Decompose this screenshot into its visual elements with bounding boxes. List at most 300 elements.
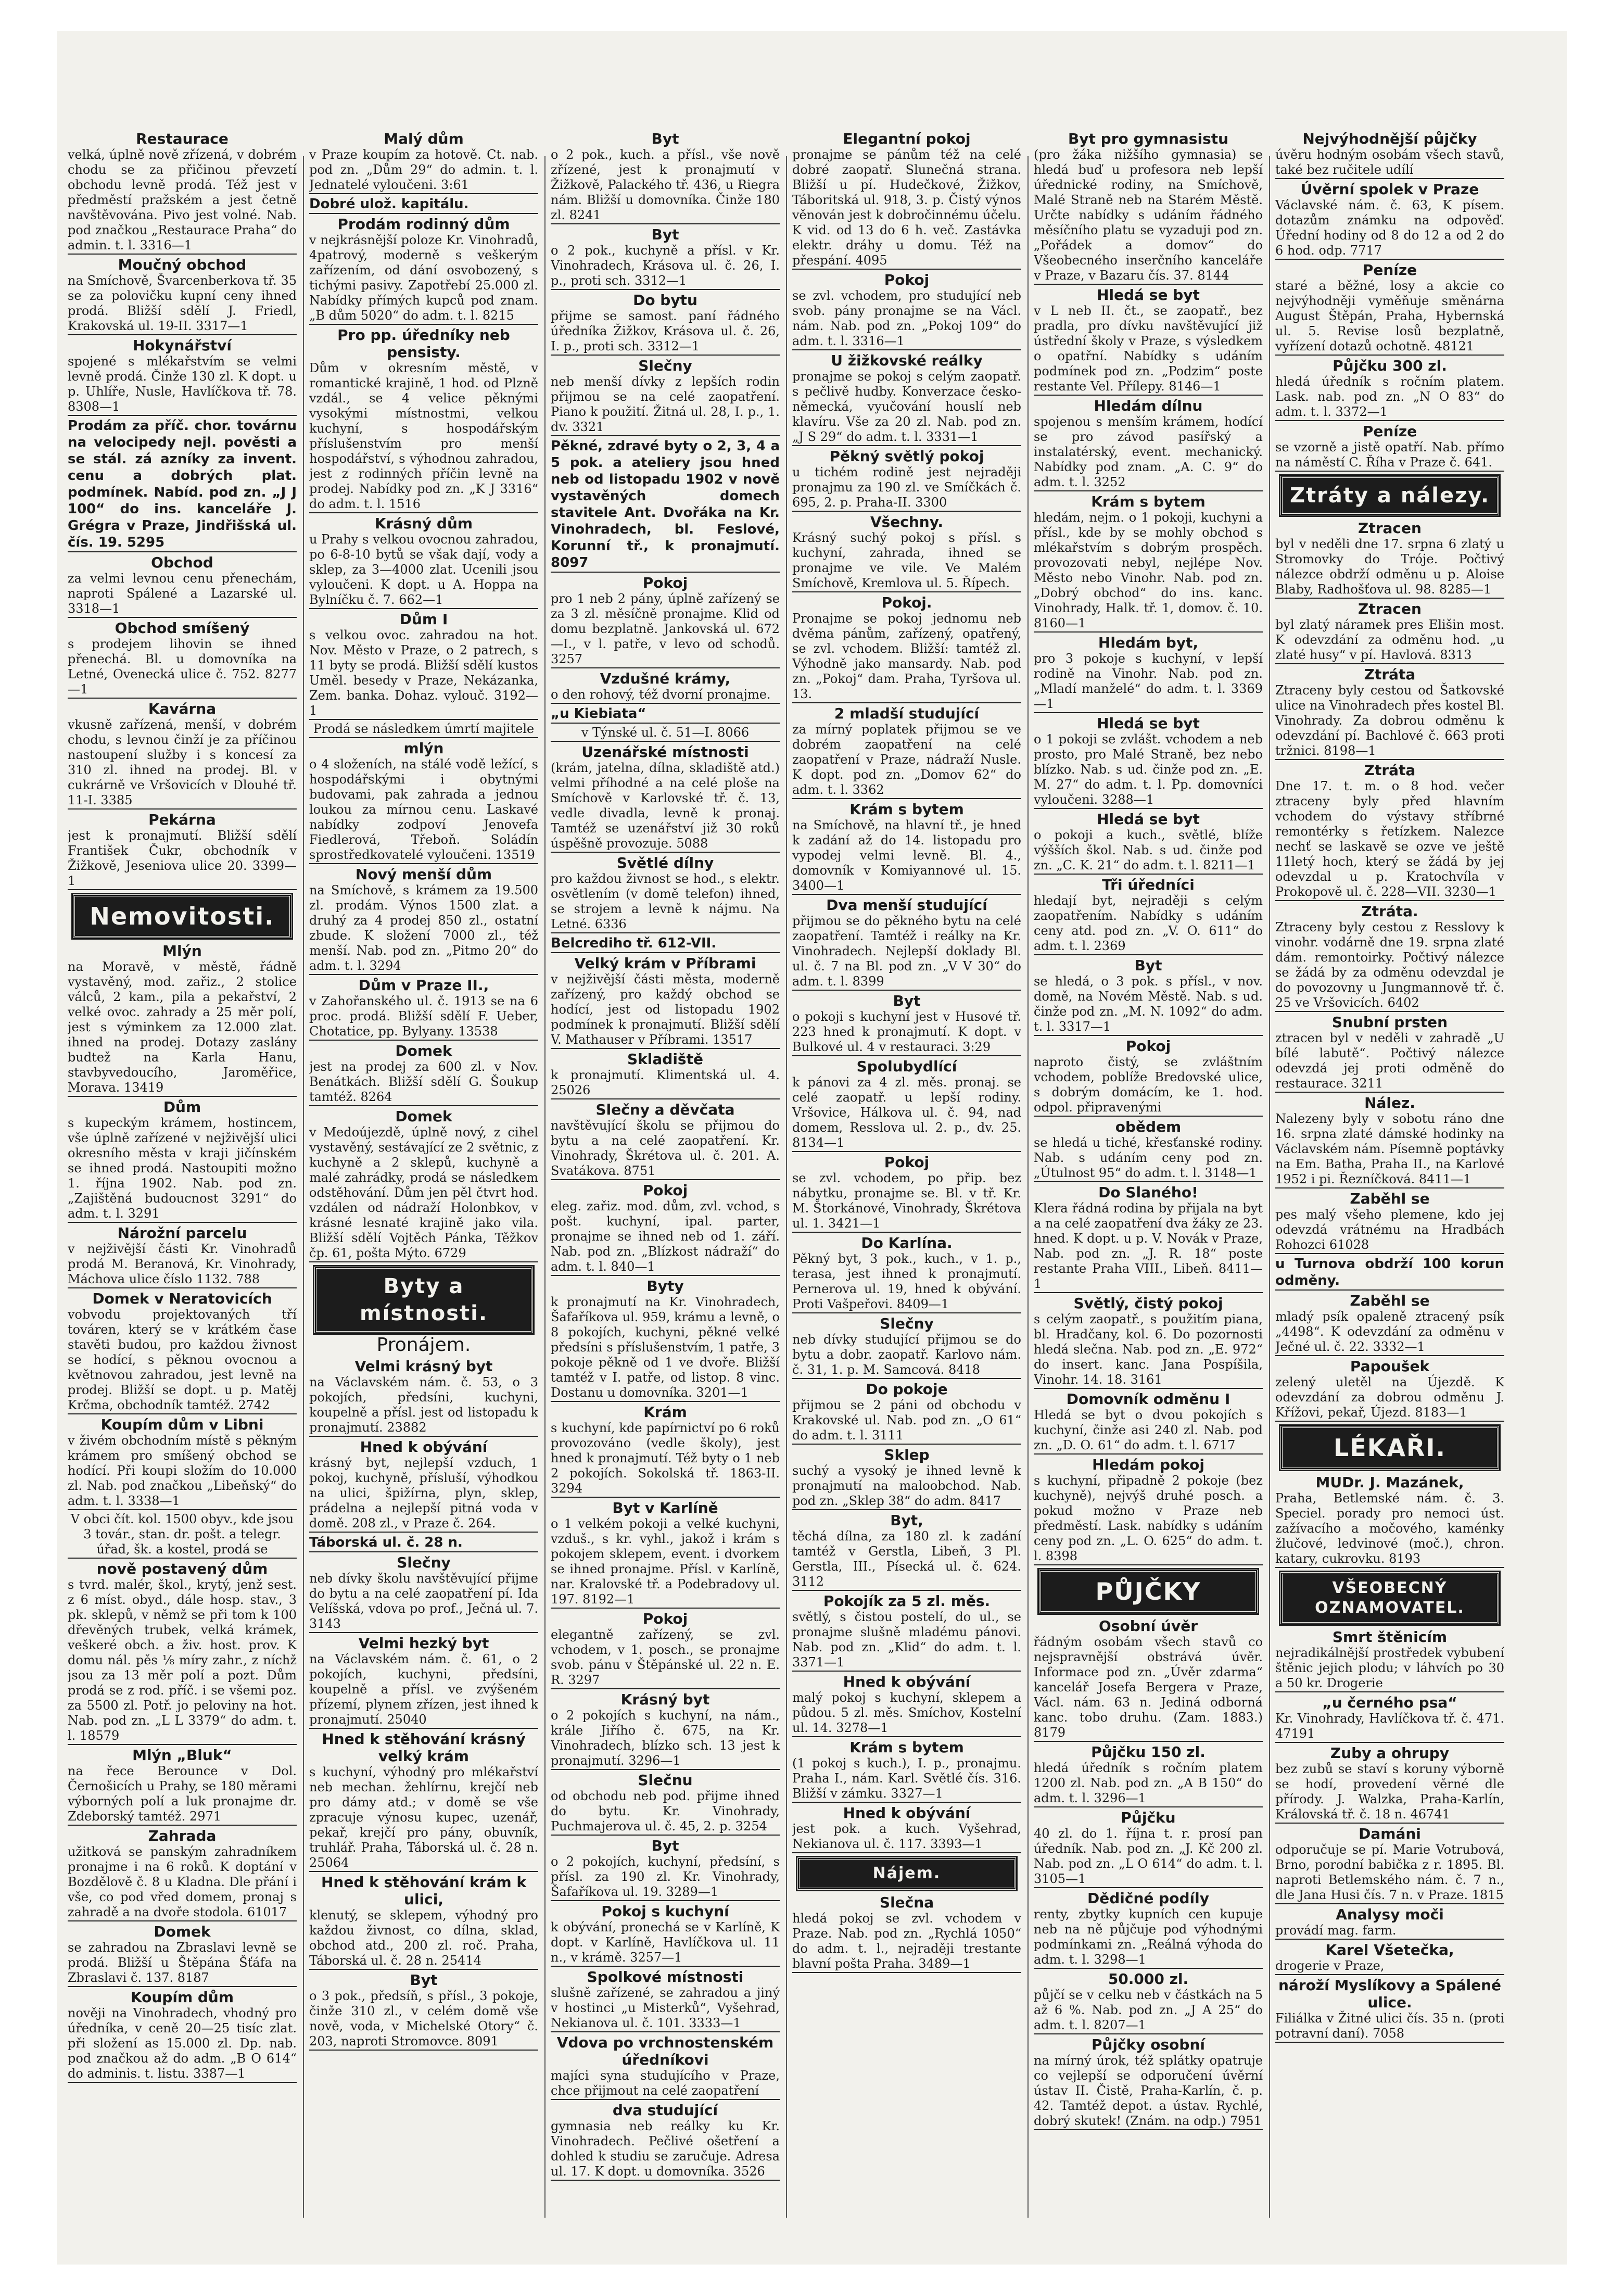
- classified-ad: [551, 670, 780, 704]
- ad-text: Praha, Betlemské nám. č. 3. Speciel. porady pro nemoci úst. zažívacího a močového, kaménky žlučové, ledvinové (moč.), chron. katary, cukrovku. 8193: [1275, 1491, 1504, 1566]
- classified-ad: [309, 326, 538, 513]
- ad-heading: Mlýn: [162, 942, 202, 959]
- classified-ad: [1275, 1190, 1504, 1254]
- ad-separator: [551, 223, 780, 224]
- ad-text: za mírný poplatek přijmou se ve dobrém zaopatření na celé zaopatření v Praze, nádraží Nusle. K dopt. pod zn. „Domov 62“ do adm. t. l. 3362: [792, 722, 1021, 797]
- ad-bold-text: u Turnova obdrží 100 korun odměny.: [1275, 1256, 1504, 1288]
- classified-ad: [1034, 811, 1263, 875]
- ad-text: staré a běžné, losy a akcie co nejvýhodněji vyměňuje směnárna August Štěpán, Praha, Hybernská ul. 5. Revise losů bezplatně, vyřízení dotazů ochotně. 48121: [1275, 279, 1504, 353]
- classified-ad: [551, 1968, 780, 2032]
- ad-separator: [792, 1802, 1021, 1803]
- ad-text: s velkou ovoc. zahradou na hot. Nov. Město v Praze, o 2 patrech, s 11 byty se prodá. Bližší sdělí kustos Uměl. besedy v Praze, Nekázanka, Zem. banka. Dohaz. vylouč. 3192—1: [309, 628, 538, 718]
- section-banner: Nemovitosti.: [73, 894, 291, 938]
- ad-text: neb dívky studující přijmou se do bytu a dobr. zaopatř. Karlovo nám. č. 31, 1. p. M. Samcová. 8418: [792, 1332, 1021, 1377]
- ad-bold-text: Prodám za příč. chor. továrnu na velocipedy nejl. pověsti a se stál. zá azníky za invent. cenu a dobrých plat. podmínek. Nabíd. pod zn. „J J 100“ do ins. kanceláře J. Grégra v Praze, Jindřišská ul. čís. 19. 5295: [68, 418, 297, 550]
- ad-text: Pronajme se pokoj jednomu neb dvěma pánům, zařízený, opatřený, se zvl. vchodem. Bližší: tamtéž zl. Výhodně jako mansardy. Nab. pod zn. „Pokoj“ dam. Praha, Tyršova ul. 13.: [792, 611, 1021, 701]
- ad-heading: obědem: [1115, 1118, 1182, 1135]
- ad-separator: [551, 435, 780, 436]
- classified-ad: [68, 418, 297, 552]
- ad-heading: Dům: [163, 1098, 201, 1116]
- ad-heading: Velký krám v Příbrami: [574, 955, 756, 972]
- ad-separator: [309, 1532, 538, 1533]
- ad-separator: [1034, 1181, 1263, 1182]
- ad-text: (krám, jatelna, dílna, skladiště atd.) velmi příhodné a na celé ploše na Smíchově v Karlovské tř. č. 13, vedle divadla, levně k pronaj. Tamtéž se uzenářství již 30 roků úspěšně provozuje. 5088: [551, 761, 780, 851]
- ad-separator: [68, 1986, 297, 1987]
- ad-text: drogerie v Praze,: [1275, 1958, 1385, 1973]
- classified-ad: [792, 594, 1021, 703]
- ad-separator: [551, 1497, 780, 1498]
- ad-heading: Domek: [154, 1923, 211, 1940]
- classified-ad: [1034, 634, 1263, 713]
- ad-heading: Dědičné podíly: [1087, 1890, 1209, 1907]
- classified-ad: [1275, 1474, 1504, 1568]
- ad-heading: Mlýn „Bluk“: [132, 1747, 232, 1764]
- classified-ad: [1034, 876, 1263, 955]
- ad-separator: [1275, 1421, 1504, 1422]
- ad-text: na mírný úrok, též splátky opatruje co vejlepší se odporučení úvěrní ústav II. Čistě, Praha-Karlín, č. p. 42. Tamtéž depot. a ústav. Rychlé, dobrý skutek! (Znám. na odp.) 7951: [1034, 2053, 1263, 2128]
- ad-heading: Pokoj: [884, 1154, 930, 1171]
- ad-separator: [309, 1551, 538, 1552]
- ad-separator: [551, 1048, 780, 1049]
- classified-ad: [792, 513, 1021, 592]
- ad-heading: Domek v Neratovicích: [92, 1290, 272, 1307]
- ad-heading: Peníze: [1362, 423, 1417, 440]
- ad-text: v nejkrásnější poloze Kr. Vinohradů, 4patrový, moderně s veškerým zařízením, od dání osvobozený, s tichými pasivy. Zapotřebí 25.000 zl. Nabídky přímých kupců pod znam. „B dům 5020“ do adm. t. l. 8215: [309, 233, 538, 323]
- classified-ad: [551, 574, 780, 668]
- ad-separator: [1275, 759, 1504, 760]
- ad-separator: [792, 990, 1021, 991]
- classified-ad: [1275, 1977, 1504, 2043]
- column-5: [1034, 130, 1263, 2207]
- classified-ad: [551, 854, 780, 933]
- classified-ad: [309, 1730, 538, 1872]
- classified-ad: [1275, 1256, 1504, 1291]
- ad-text: s kuchyní, výhodný pro mlékařství neb mechan. žehlírnu, krejčí neb pro dámy atd.; v domě se vše zpracuje výnosu kupec, uzenář, pekař, krejčí pro pány, obuvník, truhlář. Praha, Táborská ul. č. 28 n. 25064: [309, 1765, 538, 1870]
- ad-separator: [1034, 1887, 1263, 1888]
- ad-text: pro 3 pokoje s kuchyní, v lepší rodině na Vinohr. Nab. pod zn. „Mladí manželé“ do adm. t. l. 3369—1: [1034, 651, 1263, 711]
- ad-separator: [1034, 2033, 1263, 2034]
- classified-ad: [551, 1403, 780, 1498]
- ad-heading: Zaběhl se: [1350, 1292, 1430, 1309]
- classified-ad: [792, 1592, 1021, 1672]
- ad-text: hledá úředník s ročním platem 1200 zl. Nab. pod zn. „A B 150“ do adm. t. l. 3296—1: [1034, 1761, 1263, 1805]
- ad-text: s prodejem lihovin se ihned přenechá. Bl. u domovníka na Letné, Ovenecká ulice č. 752. 8277—1: [68, 637, 297, 697]
- ad-heading: Obchod: [151, 554, 213, 571]
- ad-text: vkusně zařízená, menší, v dobrém chodu, s levnou činží je za příčinou nastoupení služby i s koncesí za 310 zl. ihned na prodej. Bl. v cukrárně ve Vršovicích v Dlouhé tř. 11-I. 3385: [68, 717, 297, 807]
- ad-separator: [1275, 1092, 1504, 1093]
- ad-text: Dům v okresním městě, v romantické krajině, 1 hod. od Plzně vzdál., se 4 velice pěknými vysokými místnostmi, velkou kuchyní, s hospodářským příslušenstvím pro menší hospodářství, s výhodnou zahradou, jest z rodinných příčin levně na prodej. Nabídky pod zn. „K J 3316“ do adm. t. l. 1516: [309, 361, 538, 511]
- classified-ad: [551, 725, 780, 742]
- classified-ad: [68, 811, 297, 890]
- section-banner: Nájem.: [797, 1857, 1016, 1890]
- ad-heading: Zuby a ohrupy: [1330, 1744, 1450, 1762]
- section-banner: PŮJČKY: [1039, 1570, 1258, 1613]
- ad-separator: [792, 702, 1021, 703]
- ad-separator: [551, 1769, 780, 1770]
- ad-separator: [68, 1825, 297, 1826]
- ad-text: spojené s mlékařstvím se velmi levně prodá. Činže 130 zl. K dopt. u p. Uhlíře, Nusle, Havlíčkova tř. 78. 8308—1: [68, 354, 297, 414]
- ad-separator: [309, 1105, 538, 1106]
- ad-separator: [1275, 1974, 1504, 1975]
- classified-ad: [1034, 493, 1263, 633]
- classified-ad: [1034, 2036, 1263, 2130]
- ad-heading: Hned k obývání: [360, 1438, 488, 1456]
- ad-heading: Snubní prsten: [1331, 1014, 1448, 1031]
- ad-heading: Damáni: [1359, 1825, 1421, 1842]
- ad-heading: Byt: [651, 130, 679, 147]
- ad-heading: Půjčku 150 zl.: [1091, 1743, 1206, 1761]
- ad-separator: [792, 798, 1021, 799]
- ad-separator: [551, 1608, 780, 1609]
- ad-heading: 50.000 zl.: [1108, 1970, 1189, 1988]
- ad-heading: Byt v Karlíně: [612, 1499, 718, 1516]
- ad-text: eleg. zařiz. mod. dům, zvl. vchod, s pošt. kuchyní, ipal. parter, pronajme se ihned neb od 1. září. Nab. pod zn. „Blízkost nádraží“ do adm. t. l. 840—1: [551, 1199, 780, 1274]
- column-2: [309, 130, 538, 2207]
- classified-ad: [1275, 903, 1504, 1012]
- ad-text: suchý a vysoký je ihned levně k pronajmutí na maloobchod. Nab. pod zn. „Sklep 38“ do adm. 8417: [792, 1463, 1021, 1508]
- ad-heading: Spolubydlící: [856, 1058, 957, 1075]
- classified-ad: [68, 700, 297, 810]
- ad-separator: [309, 1969, 538, 1970]
- ad-heading: Byt: [1134, 957, 1162, 974]
- classified-ad: [1275, 261, 1504, 356]
- ad-text: Krásný suchý pokoj s přísl. s kuchyní, zahrada, ihned se pronajme ve vile. Ve Malém Smíchově, Kremlova ul. 5. Řípech.: [792, 530, 1021, 590]
- ad-heading: Domovník odměnu I: [1066, 1390, 1230, 1408]
- ad-text: přijmou se do pěkného bytu na celé zaopatření. Tamtéž i reálky na Kr. Vinohradech. Nejlepší doklady Bl. ul. č. 7 na Bl. pod zn. „V V 30“ do adm. t. l. 8399: [792, 914, 1021, 989]
- classified-ad: [792, 271, 1021, 350]
- ad-text: k obývání, pronechá se v Karlíně, K dopt. v Karlíně, Havlíčkova ul. 11 n., v krámě. 3257—1: [551, 1920, 780, 1965]
- ad-heading: Ztracen: [1358, 520, 1422, 537]
- ad-separator: [1034, 808, 1263, 809]
- classified-ad: [1034, 1456, 1263, 1565]
- column-divider: [1027, 156, 1029, 2218]
- ad-heading: Slečny: [880, 1315, 934, 1332]
- ad-separator: [1034, 1453, 1263, 1455]
- ad-separator: [309, 1632, 538, 1633]
- ad-text: v nejživější části Kr. Vinohradů prodá M. Beranová, Kr. Vinohrady, Máchova ulice číslo 1132. 788: [68, 1242, 297, 1286]
- ad-text: řádným osobám všech stavů co nejspravnější obstrává úvěr. Informace pod zn. „Úvěr zdarma“ kancelář Josefa Bergera v Praze, Václ. nám. 63 n. Jediná odborná kanc. tobo druhu. (Zam. 1883.) 8179: [1034, 1635, 1263, 1740]
- ad-separator: [68, 808, 297, 810]
- ad-separator: [68, 254, 297, 255]
- classified-ad: [68, 1224, 297, 1288]
- ad-text: v L neb II. čt., se zaopatř., bez pradla, pro dívku navštěvující již ústřední školy v Praze, s výsledkem o opatřní. Nabídky s udáním podmínek pod zn. „Podzim“ poste restante Vel. Přílepy. 8146—1: [1034, 303, 1263, 394]
- column-divider: [303, 156, 304, 2218]
- ad-text: odporučuje se pí. Marie Votrubová, Brno, porodní babička z r. 1895. Bl. naproti Betlemského nám. č. 7 n., dle Jana Husi čís. 7 n. v Praze. 1815: [1275, 1842, 1504, 1902]
- ad-heading: Hledám pokoj: [1092, 1456, 1204, 1473]
- ad-text: za velmi levnou cenu přenechám, naproti Spálené a Lazarské ul. 3318—1: [68, 571, 297, 616]
- classified-ad: [551, 1903, 780, 1967]
- ad-separator: [68, 2082, 297, 2083]
- ad-heading: Zaběhl se: [1350, 1190, 1430, 1207]
- classified-ad: [309, 1554, 538, 1633]
- classified-ad: [309, 866, 538, 975]
- classified-ad: [68, 1416, 297, 1510]
- ad-heading: U žižkovské reálky: [831, 352, 983, 369]
- ad-intro: Prodá se následkem úmrtí majitele: [313, 722, 535, 736]
- ad-text: v Zahořanského ul. č. 1913 se na 6 proc. prodá. Bližší sdělí F. Ueber, Chotatice, pp. Bylyany. 13538: [309, 994, 538, 1039]
- ad-heading: Pokoj: [1125, 1038, 1171, 1055]
- ad-text: na Moravě, v městě, řádně vystavěný, mod. zařiz., 2 stolice válců, 2 kam., pila a pekařství, 2 velké ovoc. zahrady a 25 měr polí, jest s výminkem za 12.000 zlat. ihned na prodej. Dotazy zaslány budtež na Karla Hanu, stavbyvedoucího, Jaroměřice, Morava. 13419: [68, 959, 297, 1095]
- ad-separator: [68, 1222, 297, 1223]
- ad-heading: 2 mladší studující: [834, 705, 980, 722]
- ad-separator: [309, 863, 538, 864]
- ad-text: krásný byt, nejlepší vzduch, 1 pokoj, kuchyně, přísluší, výhodkou na ulici, špižírna, plyn, sklep, prádelna a nejlepší pitná voda v domě. 208 zl., v Praze č. 264.: [309, 1456, 538, 1531]
- ad-text: byl v neděli dne 17. srpna 6 zlatý u Stromovky do Tróje. Počtivý nálezce obdrží odměnu u p. Aloise Blaby, Radhošťova ul. 98. 8285—1: [1275, 537, 1504, 597]
- ad-separator: [309, 193, 538, 194]
- classified-ad: [551, 1101, 780, 1180]
- ad-separator: [792, 1312, 1021, 1313]
- ad-separator: [309, 1040, 538, 1041]
- ad-heading: Velmi hezký byt: [358, 1635, 489, 1652]
- ad-text: o den rohový, též dvorní pronajme.: [551, 687, 771, 702]
- ad-text: neb menší dívky z lepších rodin přijmou se na celé zaopatření. Piano k použití. Žitná ul. 28, I. p., 1. dv. 3321: [551, 374, 780, 434]
- ad-separator: [792, 1852, 1021, 1853]
- ad-separator: [68, 1096, 297, 1097]
- ad-heading: Půjčku: [1121, 1809, 1176, 1826]
- ad-separator: [309, 324, 538, 325]
- classified-ad: [309, 1358, 538, 1437]
- classified-ad: [551, 357, 780, 436]
- ad-heading: Pokoj: [642, 1610, 688, 1627]
- ad-text: o 2 pokojích s kuchyní, na nám., krále Jiřího č. 675, na Kr. Vinohradech, blízko sch. 13 jest k pronajmutí. 3296—1: [551, 1708, 780, 1768]
- ad-heading: Půjčku 300 zl.: [1333, 357, 1447, 374]
- ad-heading: Do Slaného!: [1098, 1184, 1198, 1201]
- ad-separator: [309, 974, 538, 975]
- ad-text: bez zubů se staví s koruny výborně se hodí, provedení věrné dle přírody. J. Walzka, Praha-Karlín, Královská tř. č. 18 n. 46741: [1275, 1762, 1504, 1822]
- ad-separator: [1034, 2129, 1263, 2130]
- ad-heading: Hledá se byt: [1097, 811, 1200, 828]
- ad-heading: Hledá se byt: [1097, 286, 1200, 303]
- ad-separator: [68, 415, 297, 416]
- ad-text: přijmou se 2 páni od obchodu v Krakovské ul. Nab. pod zn. „O 61“ do adm. t. l. 3111: [792, 1398, 1021, 1443]
- ad-text: nejradikálnější prostředek vybubení štěnic jejich plodu; v láhvích po 30 a 50 kr. Drogerie: [1275, 1646, 1504, 1690]
- ad-separator: [792, 894, 1021, 895]
- ad-heading: Nový menší dům: [355, 866, 492, 883]
- classified-ad: [1034, 1809, 1263, 1888]
- classified-ad: [1275, 1292, 1504, 1356]
- ad-heading: Nárožní parcelu: [117, 1224, 247, 1242]
- ad-separator: [1034, 1116, 1263, 1117]
- ad-separator: [1275, 1903, 1504, 1904]
- ad-separator: [1275, 1187, 1504, 1188]
- ad-separator: [551, 2099, 780, 2100]
- classified-ad: [792, 896, 1021, 991]
- ad-separator: [792, 1232, 1021, 1233]
- ad-heading: Sklep: [884, 1446, 930, 1463]
- ad-separator: [792, 349, 1021, 350]
- ad-separator: [551, 1098, 780, 1099]
- classified-ad: [551, 1051, 780, 1099]
- ad-heading: Krám s bytem: [849, 1739, 964, 1756]
- ad-text: o 1 velkém pokoji a velké kuchyni, vzduš., s kr. vyhl., jakož i krám s pokojem sklepem, event. i dvorkem se ihned pronajme. Přísl. v Karlíně, nar. Kralovské tř. a Podebradovy ul. 197. 8192—1: [551, 1516, 780, 1607]
- ad-text: o 1 pokoji se zvlášt. vchodem a neb prosto, pro Malé Straně, bez nebo blízko. Nab. s ud. činže pod zn. „E. M. 27“ do adm. t. l. Pp. domovníci vyloučeni. 3288—1: [1034, 732, 1263, 807]
- ad-separator: [551, 2031, 780, 2032]
- ad-text: na Smíchově, s krámem za 19.500 zl. prodám. Výnos 1500 zlat. a druhý za 4 prodej 850 zl., ostatní zbude. K složení 7000 zl., též menší. Nab. pod zn. „Pitmo 20“ do adm. t. l. 3294: [309, 883, 538, 973]
- ad-separator: [309, 737, 538, 738]
- classified-ad: [792, 1381, 1021, 1445]
- ad-heading: Slečny: [638, 357, 692, 374]
- ad-separator: [309, 1436, 538, 1437]
- classified-ad: [551, 705, 780, 724]
- ad-text: půjčí se v celku neb v částkách na 5 až 6 %. Nab. pod zn. „J A 25“ do adm. t. l. 8207—1: [1034, 1988, 1263, 2032]
- ad-separator: [551, 1401, 780, 1402]
- classified-ad: [1034, 1295, 1263, 1389]
- ad-heading: Dva menší studující: [826, 896, 987, 914]
- classified-ad: [1275, 1014, 1504, 1093]
- ad-heading: Restaurace: [136, 130, 229, 147]
- ad-text: přijme se samost. paní řádného úředníka Žižkov, Krásova ul. č. 26, I. p., proti sch. 3312—1: [551, 309, 780, 353]
- ad-separator: [551, 355, 780, 356]
- ad-separator: [792, 1444, 1021, 1445]
- classified-ad: [68, 1560, 297, 1745]
- ad-text: těchá dílna, za 180 zl. k zadání tamtéž v Gerstla, Libeň, 3 Pl. Gerstla, III., Písecká ul. č. 624. 3112: [792, 1529, 1021, 1589]
- ad-separator: [1275, 598, 1504, 599]
- ad-separator: [551, 1900, 780, 1901]
- ad-heading: Ztráta: [1364, 762, 1416, 779]
- ad-separator: [792, 1671, 1021, 1672]
- classified-ad: [551, 1278, 780, 1402]
- ad-separator: [1034, 1388, 1263, 1389]
- ad-text: o pokoji s kuchyní jest v Husové tř. 223 hned k pronajmutí. K dopt. v Bulkové ul. 4 v restauraci. 3:29: [792, 1009, 1021, 1054]
- ad-heading: Dům v Praze II.,: [358, 977, 489, 994]
- ad-separator: [551, 289, 780, 290]
- classified-ad: [1275, 1628, 1504, 1692]
- ad-separator: [1275, 1742, 1504, 1743]
- ad-heading: Prodám rodinný dům: [337, 216, 510, 233]
- ad-heading: Dům I: [399, 611, 448, 628]
- ad-heading: Peníze: [1362, 261, 1417, 279]
- ad-heading: Ztráta: [1364, 666, 1416, 683]
- ad-separator: [1275, 1355, 1504, 1356]
- ad-separator: [551, 723, 780, 724]
- ad-heading: Hledá se byt: [1097, 715, 1200, 732]
- ad-heading: MUDr. J. Mazánek,: [1315, 1474, 1464, 1491]
- ad-heading: Kavárna: [148, 700, 217, 717]
- ad-heading: Do Karlína.: [861, 1234, 953, 1251]
- classified-ad: [68, 1827, 297, 1921]
- classified-ad: [1034, 1970, 1263, 2034]
- ad-heading: Krásný byt: [620, 1691, 710, 1708]
- ad-text: Václavské nám. č. 63, K písem. dotazům známku na odpověď. Úřední hodiny od 8 do 12 a od 2 do 6 hod. odp. 7717: [1275, 198, 1504, 258]
- ad-heading: Koupím dům v Libni: [100, 1416, 264, 1433]
- ad-text: Filiálka v Žitné ulici čís. 35 n. (proti potravní daní). 7058: [1275, 2011, 1504, 2041]
- ad-separator: [792, 1378, 1021, 1379]
- classified-ad: [68, 130, 297, 255]
- classified-ad: [68, 1747, 297, 1826]
- ad-heading: Hledám dílnu: [1094, 397, 1203, 414]
- ad-heading: Domek: [395, 1042, 452, 1059]
- ad-text: Pěkný byt, 3 pok., kuch., v 1. p., terasa, jest ihned k pronajmutí. Pernerova ul. 19, hned k obývání. Proti Vašpeřovi. 8409—1: [792, 1251, 1021, 1311]
- ad-text: gymnasia neb reálky ku Kr. Vinohradech. Pečlivé ošetření a dohled k studiu se zaručuje. Adresa ul. 17. K dopt. u domovníka. 3526: [551, 2119, 780, 2179]
- ad-bold-text: „u Kiebiata“: [551, 706, 646, 722]
- ad-text: o 2 pokojích, kuchyní, předsíní, s přísl. za 190 zl. Kr. Vinohrady, Šafaříkova ul. 19. 3289—1: [551, 1854, 780, 1899]
- ad-separator: [792, 269, 1021, 270]
- ad-heading: Analysy moči: [1336, 1906, 1444, 1923]
- classified-ad: [68, 942, 297, 1097]
- ad-heading: Byt pro gymnasistu: [1068, 130, 1229, 147]
- classified-ad: [68, 1290, 297, 1414]
- ad-separator: [1275, 1691, 1504, 1692]
- ad-separator: [1034, 874, 1263, 875]
- ad-text: v živém obchodním místě s pěkným krámem pro smíšený obchod se hodící. Při koupi složím do 10.000 zl. Nab. pod značkou „Libeňský“ do adm. t. l. 3338—1: [68, 1433, 297, 1508]
- ad-text: se zahradou na Zbraslavi levně se prodá. Bližší u Štěpána Šťáfa na Zbraslavi č. 137. 8187: [68, 1940, 297, 1985]
- ad-text: k pronajmutí. Klimentská ul. 4. 25026: [551, 1068, 780, 1097]
- ad-heading: Hokynářství: [132, 337, 232, 354]
- ad-heading: Spolkové místnosti: [587, 1968, 744, 1986]
- ad-text: s kuchyní, kde papírnictví po 6 roků provozováno (vedle školy), jest hned k pronajmutí. Též byty o 1 neb 2 pokojích. Sokolská tř. 1863-II. 3294: [551, 1421, 780, 1496]
- column-6: [1275, 130, 1504, 2207]
- ad-separator: [68, 1558, 297, 1559]
- ad-separator: [1275, 1289, 1504, 1291]
- ad-heading: Ztráta.: [1361, 903, 1418, 920]
- ad-heading: Zahrada: [148, 1827, 217, 1844]
- ad-heading: Pro pp. úředníky neb pensisty.: [337, 326, 510, 361]
- classified-ad: [68, 337, 297, 416]
- ad-separator: [1275, 1823, 1504, 1824]
- ad-separator: [1275, 178, 1504, 179]
- ad-text: v Praze koupím za hotově. Ct. nab. pod zn. „Dům 29“ do admin. t. l. Jednatelé vyloučeni. 3:61: [309, 147, 538, 192]
- ad-text: úvěru hodným osobám všech stavů, také bez ručitele udílí: [1275, 147, 1504, 177]
- classified-ad: [551, 1182, 780, 1276]
- classified-ad: [1034, 1390, 1263, 1455]
- ad-separator: [551, 1275, 780, 1276]
- ad-heading: Hledám byt,: [1098, 634, 1199, 651]
- ad-separator: [1275, 2042, 1504, 2043]
- ad-separator: [309, 2050, 538, 2051]
- section-banner: LÉKAŘI.: [1280, 1426, 1499, 1470]
- ad-text: na řece Berounce v Dol. Černošicích u Prahy, se 180 měrami výborných polí a luk pronajme dr. Zdeborský tamtéž. 2971: [68, 1764, 297, 1824]
- ad-separator: [309, 1871, 538, 1872]
- ad-heading: Koupím dům: [130, 1989, 234, 2006]
- classified-ad: [792, 801, 1021, 895]
- classified-ad: [792, 352, 1021, 446]
- ad-heading: Slečny a děvčata: [595, 1101, 735, 1118]
- classified-ad: [551, 130, 780, 224]
- classified-ad: [309, 977, 538, 1041]
- classified-ad: [1275, 1825, 1504, 1904]
- classified-ad: [1034, 397, 1263, 491]
- ad-separator: [792, 1736, 1021, 1737]
- ad-heading: Slečna: [879, 1894, 934, 1911]
- classified-ad: [1034, 130, 1263, 285]
- ad-separator: [1275, 1567, 1504, 1568]
- ad-heading: mlýn: [403, 740, 444, 757]
- ad-separator: [551, 1179, 780, 1180]
- ad-text: hledají byt, nejraději s celým zaopatřením. Nabídky s udáním ceny atd. pod zn. „V. O. 611“ do adm. t. l. 2369: [1034, 893, 1263, 953]
- ad-heading: Nález.: [1364, 1094, 1415, 1111]
- ad-separator: [551, 1835, 780, 1836]
- ad-heading: Byt: [651, 226, 679, 243]
- ad-text: na Václavském nám. č. 53, o 3 pokojích, předsíni, kuchyni, koupelně a přísl. jest od listopadu k pronajmutí. 23882: [309, 1375, 538, 1435]
- ad-separator: [1034, 1741, 1263, 1742]
- ad-text: k pánovi za 4 zl. měs. pronaj. se celé zaopatř. u lepší rodiny. Vršovice, Hálkova ul. č. 94, nad domem, Resslova ul. 2. p., dv. 25. 8134—1: [792, 1075, 1021, 1150]
- ad-text: (1 pokoj s kuch.), I. p., pronajmu. Praha I., nám. Karl. Světlé čís. 316. Bližší v zámku. 3327—1: [792, 1756, 1021, 1801]
- ad-heading: Byt: [410, 1971, 438, 1989]
- ad-text: elegantně zařízený, se zvl. vchodem, v 1. posch., se pronajme svob. pánu v Štěpánské ul. 22 n. E. R. 3297: [551, 1627, 780, 1687]
- ad-text: o 3 pok., předsíň, s přísl., 3 pokoje, činže 310 zl., v celém domě vše nově, voda, v Michelské Otory“ č. 203, naproti Stromovce. 8091: [309, 1989, 538, 2048]
- ad-heading: Uzenářské místnosti: [581, 743, 749, 761]
- ad-heading: Půjčky osobní: [1092, 2036, 1205, 2053]
- classified-ad: [551, 1772, 780, 1836]
- ad-text: mladý psík opaleně ztracený psík „4498“. K odevzdání za odměnu v Ječné ul. č. 22. 3332—1: [1275, 1309, 1504, 1354]
- section-banner: Byty a místnosti.: [314, 1267, 533, 1333]
- ad-text: Dne 17. t. m. o 8 hod. večer ztraceny byly před hlavním vchodem do výstavy stříbrné remontérky s řetízkem. Nalezce nechť se laskavě se ozve ve ještě 11letý hoch, který se žádá by jej odevzdal u p. Kratochvíla v Prokopově ul. č. 228—VII. 3230—1: [1275, 779, 1504, 899]
- ad-separator: [1034, 954, 1263, 955]
- classified-ad: [1275, 1906, 1504, 1940]
- ad-separator: [1034, 1968, 1263, 1969]
- ad-heading: Vzdušné krámy,: [600, 670, 731, 687]
- ad-heading: Úvěrní spolek v Praze: [1300, 181, 1479, 198]
